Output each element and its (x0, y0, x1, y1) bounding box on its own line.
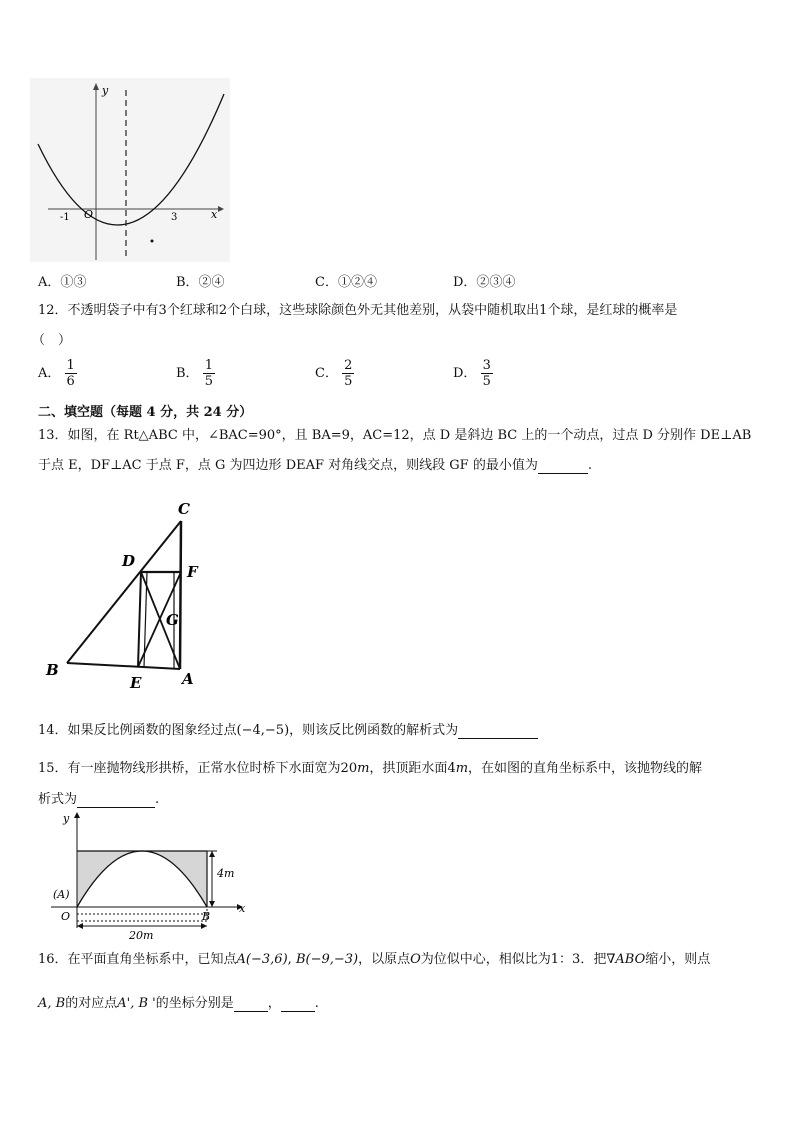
q12-question: 12．不透明袋子中有3个红球和2个白球，这些球除颜色外无其他差别，从袋中随机取出1个球，是红球的概率是 (38, 303, 678, 318)
q12-option-d-fraction: $\frac{3}{5}$ (482, 358, 491, 389)
q12-option-c[interactable] (315, 358, 354, 389)
point-a-label: (A) (53, 888, 70, 901)
q15-line-2: 析式为 . (38, 792, 160, 807)
y-axis-arrow (74, 812, 80, 818)
q11-option-c[interactable]: C．①②④ (315, 275, 377, 290)
q15-answer-blank[interactable] (77, 794, 155, 808)
edge-bc (67, 521, 181, 663)
x-axis-label: x (211, 208, 218, 221)
parabola-graph (30, 78, 230, 262)
vertex-g-label: G (166, 611, 179, 629)
q13-line-2: 于点 E，DF⊥AC 于点 F，点 G 为四边形 DEAF 对角线交点，则线段 GF 的最小值为 . (38, 458, 592, 473)
edge-ca (180, 521, 181, 669)
q16-line-1: 16．在平面直角坐标系中，已知点A(−3,6), B(−9,−3)，以原点O为位似中心，相似比为1：3．把∇ABO缩小，则点 (38, 952, 711, 967)
x-axis-label: x (239, 902, 246, 915)
q12-option-c-fraction: $\frac{2}{5}$ (344, 358, 353, 389)
y-axis-label: y (102, 84, 109, 97)
width-arrow-left (77, 923, 83, 929)
q12-option-b-fraction: $\frac{1}{5}$ (204, 358, 213, 389)
q16-answer-blank-2[interactable] (281, 998, 315, 1012)
q12-option-d[interactable] (453, 358, 493, 389)
edge-ba (67, 663, 180, 669)
q15-line-1: 15．有一座抛物线形拱桥，正常水位时桥下水面宽为20m，拱顶距水面4m，在如图的直角坐标系中，该抛物线的解 (38, 761, 703, 776)
y-axis-label: y (63, 812, 70, 825)
vertex-b-label: B (46, 661, 59, 679)
q12-paren: （ ） (32, 333, 72, 348)
height-arrow-top (209, 851, 215, 857)
q14-point: (−4,−5) (236, 723, 290, 738)
section-title-fill-blank: 二、填空题（每题 4 分，共 24 分） (38, 405, 253, 420)
origin-label: O (61, 910, 71, 923)
point-b-label: B (202, 910, 211, 923)
q12-option-c-letter: C． (315, 366, 338, 381)
height-arrow-bottom (209, 901, 215, 907)
q11-option-a[interactable]: A．①③ (38, 275, 87, 290)
segment-de (138, 572, 141, 667)
label-origin: O (84, 208, 94, 221)
label-three: 3 (171, 212, 178, 223)
bridge-figure (45, 810, 255, 945)
q16-point-b: B(−9,−3) (295, 952, 359, 967)
q12-option-b-letter: B． (176, 366, 199, 381)
label-neg-one: -1 (60, 212, 70, 223)
vertex-e-label: E (130, 674, 142, 692)
q11-option-d[interactable]: D．②③④ (453, 275, 516, 290)
height-label: 4m (217, 867, 235, 880)
parabola-point (151, 240, 154, 243)
q13-answer-blank[interactable] (538, 460, 588, 474)
triangle-figure (40, 495, 210, 695)
q12-option-b[interactable] (176, 358, 215, 389)
q11-option-b[interactable]: B．②④ (176, 275, 225, 290)
q12-option-d-letter: D． (453, 366, 477, 381)
q14-answer-blank[interactable] (458, 725, 538, 739)
vertex-c-label: C (178, 500, 190, 518)
vertex-d-label: D (122, 552, 136, 570)
q16-point-a: A(−3,6) (236, 952, 288, 967)
q16-line-2: A, B的对应点A', B '的坐标分别是 ， . (38, 996, 319, 1011)
vertex-a-label: A (182, 670, 194, 688)
q14-question: 14．如果反比例函数的图象经过点(−4,−5)，则该反比例函数的解析式为 (38, 723, 538, 739)
segment-inner-d (144, 572, 147, 667)
q12-option-a-fraction: $\frac{1}{6}$ (66, 358, 75, 389)
q12-option-a[interactable] (38, 358, 77, 389)
width-arrow-right (201, 923, 207, 929)
q13-line-1: 13．如图，在 Rt△ABC 中，∠BAC=90°，且 BA=9，AC=12，点 D 是斜边 BC 上的一个动点，过点 D 分别作 DE⊥AB (38, 428, 752, 443)
q16-answer-blank-1[interactable] (234, 998, 268, 1012)
width-label: 20m (129, 929, 154, 942)
q12-option-a-letter: A． (38, 366, 61, 381)
vertex-f-label: F (187, 563, 198, 581)
